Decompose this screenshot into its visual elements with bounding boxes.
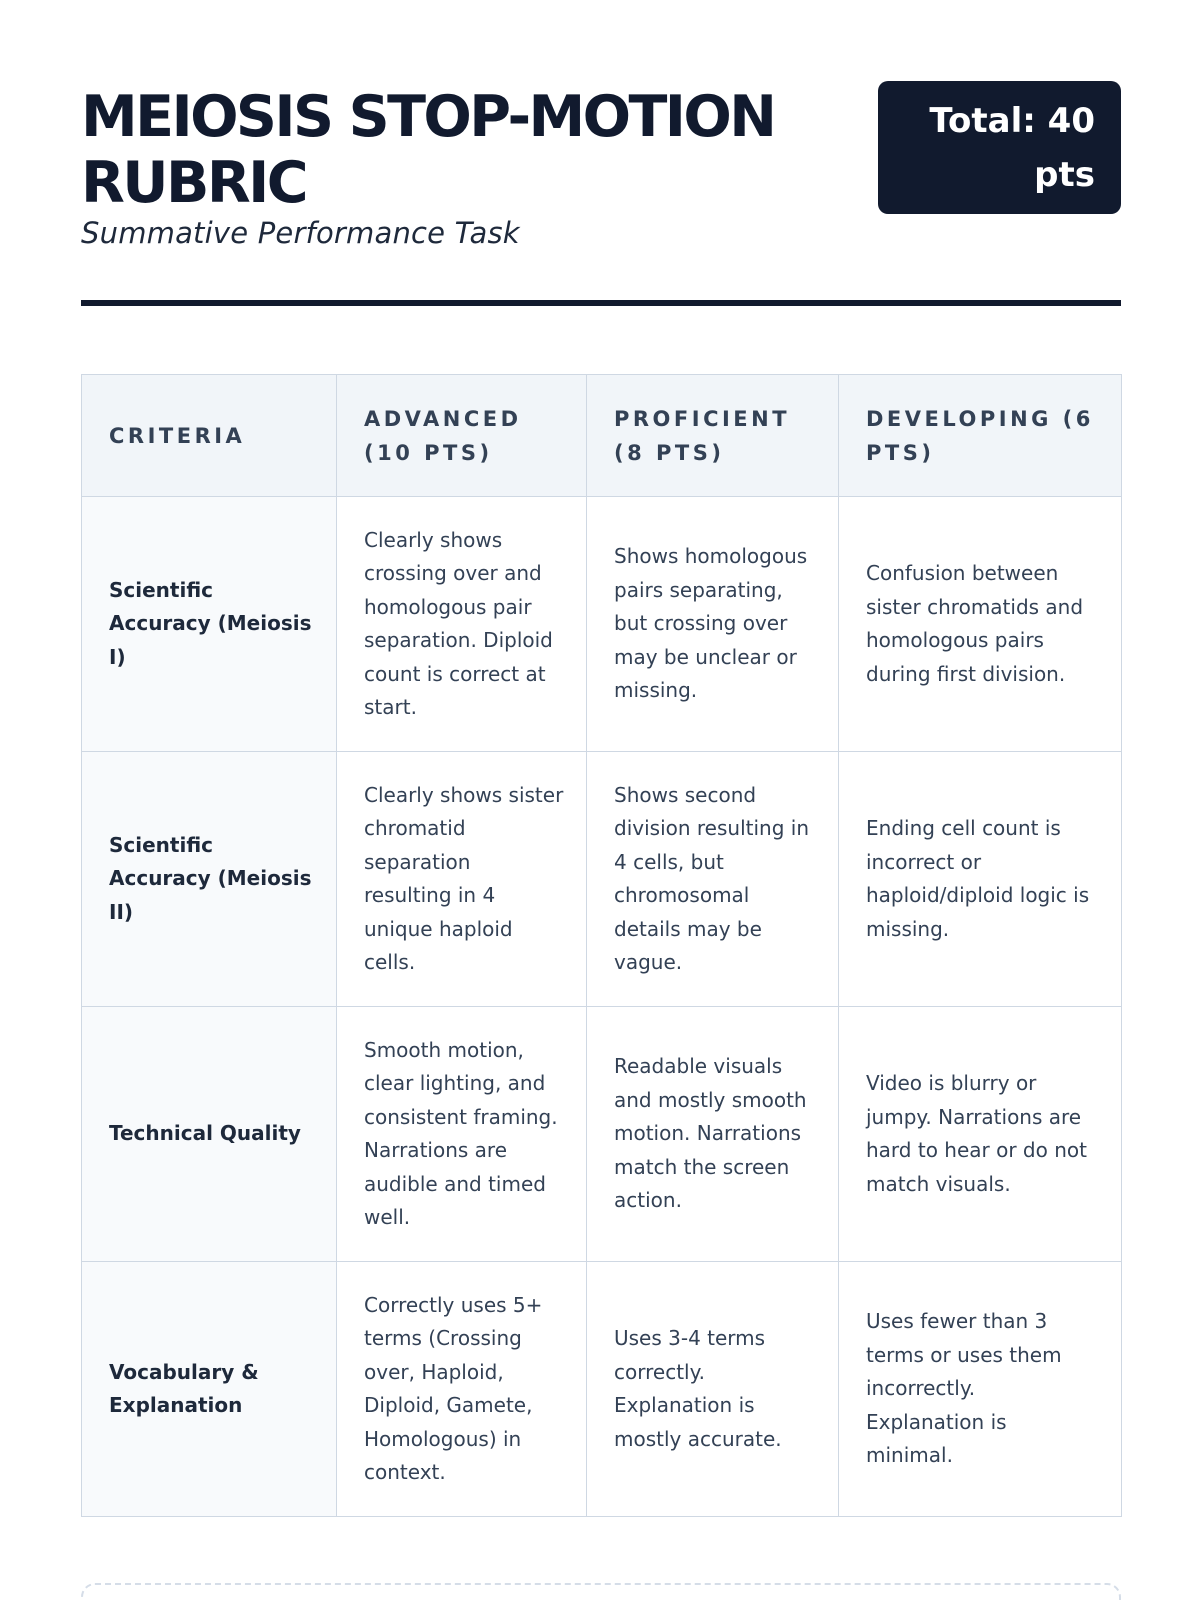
advanced-cell: Clearly shows sister chromatid separation resulting in 4 unique haploid cells. <box>337 752 587 1007</box>
advanced-cell: Smooth motion, clear lighting, and consistent framing. Narrations are audible and timed well. <box>337 1007 587 1262</box>
advanced-cell: Clearly shows crossing over and homologous pair separation. Diploid count is correct at start. <box>337 497 587 752</box>
page-subtitle: Summative Performance Task <box>81 216 520 250</box>
advanced-cell: Correctly uses 5+ terms (Crossing over, Haploid, Diploid, Gamete, Homologous) in context. <box>337 1262 587 1517</box>
developing-cell: Ending cell count is incorrect or haploid/diploid logic is missing. <box>839 752 1122 1007</box>
column-header-criteria: CRITERIA <box>82 375 337 497</box>
column-header-advanced: ADVANCED (10 PTS) <box>337 375 587 497</box>
proficient-cell: Shows second division resulting in 4 cells, but chromosomal details may be vague. <box>587 752 839 1007</box>
column-header-proficient: PROFICIENT (8 PTS) <box>587 375 839 497</box>
total-points-unit: pts <box>1034 155 1095 195</box>
criteria-cell: Technical Quality <box>82 1007 337 1262</box>
table-row <box>82 1262 1122 1517</box>
rubric-table <box>81 374 1122 1517</box>
column-header-developing: DEVELOPING (6 PTS) <box>839 375 1122 497</box>
proficient-cell: Uses 3-4 terms correctly. Explanation is mostly accurate. <box>587 1262 839 1517</box>
criteria-cell: Scientific Accuracy (Meiosis I) <box>82 497 337 752</box>
table-header-row <box>82 375 1122 497</box>
developing-cell: Confusion between sister chromatids and homologous pairs during first division. <box>839 497 1122 752</box>
criteria-cell: Vocabulary & Explanation <box>82 1262 337 1517</box>
criteria-cell: Scientific Accuracy (Meiosis II) <box>82 752 337 1007</box>
developing-cell: Video is blurry or jumpy. Narrations are hard to hear or do not match visuals. <box>839 1007 1122 1262</box>
page-title: MEIOSIS STOP-MOTION RUBRIC <box>81 84 775 216</box>
proficient-cell: Shows homologous pairs separating, but crossing over may be unclear or missing. <box>587 497 839 752</box>
header-divider <box>81 300 1121 306</box>
header <box>81 0 1121 305</box>
developing-cell: Uses fewer than 3 terms or uses them incorrectly. Explanation is minimal. <box>839 1262 1122 1517</box>
table-row <box>82 1007 1122 1262</box>
rubric-page <box>81 0 1121 305</box>
table-row <box>82 752 1122 1007</box>
total-points-value: Total: 40 <box>929 101 1095 141</box>
table-row <box>82 497 1122 752</box>
notes-box <box>81 1583 1121 1600</box>
total-points-badge <box>878 81 1121 214</box>
proficient-cell: Readable visuals and mostly smooth motion. Narrations match the screen action. <box>587 1007 839 1262</box>
